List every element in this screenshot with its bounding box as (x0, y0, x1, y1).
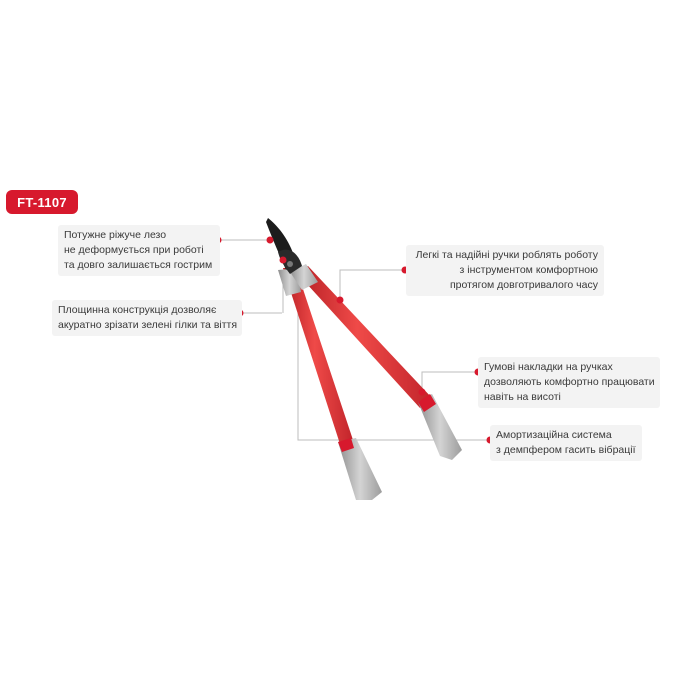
callout-blade (58, 225, 220, 276)
callout-blade-line-3: та довго залишається гострим (64, 259, 213, 271)
pivot-bolt (287, 261, 293, 267)
callout-grips-line-2: дозволяють комфортно працювати (484, 376, 655, 388)
callout-bypass-line-1: Площинна конструкція дозволяє (58, 304, 217, 316)
leader-line-handles (340, 270, 405, 300)
callout-handles-line-1: Легкі та надійні ручки роблять роботу (415, 249, 598, 261)
callout-blade-line-2: не деформується при роботі (64, 244, 204, 256)
marker-dot-handles (337, 297, 344, 304)
callout-damper-line-2: з демпфером гасить вібрації (496, 444, 636, 456)
callout-bypass (52, 300, 242, 336)
callout-damper (490, 425, 642, 461)
callout-blade-line-1: Потужне ріжуче лезо (64, 229, 167, 241)
callout-grips-line-3: навіть на висоті (484, 391, 561, 403)
callout-damper-line-1: Амортизаційна система (496, 429, 612, 441)
callout-grips (478, 357, 660, 408)
leader-line-grips (422, 372, 478, 392)
callout-grips-line-1: Гумові накладки на ручках (484, 361, 613, 373)
model-badge: FT-1107 (6, 190, 78, 214)
blade-head (266, 218, 302, 274)
marker-dot-blade-tip (267, 237, 274, 244)
callout-handles-line-2: з інструментом комфортною (459, 264, 598, 276)
callout-handles (406, 245, 604, 296)
callout-bypass-line-2: акуратно зрізати зелені гілки та віття (58, 319, 238, 331)
marker-dot-bypass-tip (280, 257, 287, 264)
callout-handles-line-3: протягом довготривалого часу (449, 279, 598, 291)
marker-dot-grips (419, 389, 426, 396)
